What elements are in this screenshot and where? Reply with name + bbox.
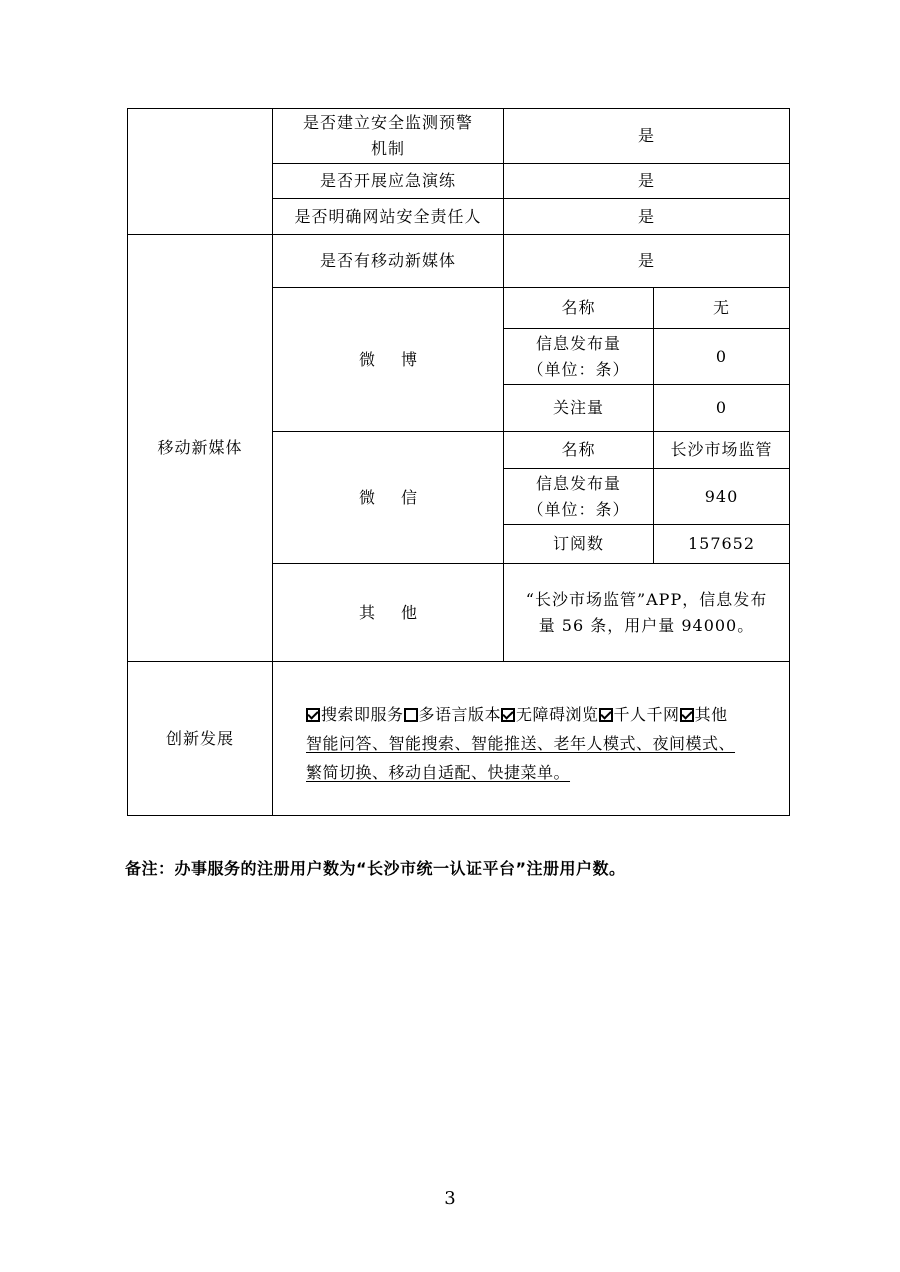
page-number: 3 (444, 1188, 456, 1209)
wechat-subscribers-label: 订阅数 (552, 534, 604, 553)
wechat-posts-label (504, 469, 653, 524)
rule-right (789, 108, 790, 816)
checkbox-checked-icon[interactable] (501, 708, 515, 722)
responsible-label: 是否明确网站安全责任人 (294, 206, 482, 226)
weibo-label (273, 288, 503, 431)
wechat-posts-value: 940 (704, 486, 739, 506)
checkbox-checked-icon[interactable] (680, 708, 694, 722)
wechat-name-label: 名称 (561, 440, 596, 459)
monitoring-label (273, 109, 503, 163)
other-label-char2: 他 (401, 602, 444, 622)
other-label (273, 564, 503, 661)
weibo-followers-value: 0 (715, 398, 728, 417)
other-detail-line2: 量 56 条，用户量 94000。 (538, 615, 755, 635)
weibo-label-char1: 微 (358, 349, 401, 369)
media-section-label: 移动新媒体 (157, 438, 243, 457)
has-media-value: 是 (637, 251, 655, 270)
drill-label: 是否开展应急演练 (319, 171, 456, 190)
wechat-label-char1: 微 (358, 487, 401, 507)
wechat-label-char2: 信 (401, 487, 444, 507)
wechat-posts-label-line2: （单位：条） (527, 499, 630, 519)
has-media-label: 是否有移动新媒体 (319, 251, 456, 270)
other-detail (504, 564, 789, 661)
data-table (127, 108, 790, 816)
weibo-posts-value: 0 (715, 346, 728, 366)
weibo-posts-label-line1: 信息发布量 (535, 333, 621, 353)
wechat-posts-label-line1: 信息发布量 (535, 473, 621, 493)
option-multilingual: 多语言版本 (418, 705, 502, 724)
weibo-posts-label (504, 329, 653, 384)
monitoring-value: 是 (637, 126, 655, 145)
other-detail-line1: “长沙市场监管”APP，信息发布 (525, 589, 768, 609)
footnote: 备注：办事服务的注册用户数为“长沙市统一认证平台”注册用户数。 (125, 859, 626, 878)
other-label-char1: 其 (358, 602, 401, 622)
weibo-name-label: 名称 (561, 298, 596, 317)
weibo-posts-label-line2: （单位：条） (527, 359, 630, 379)
checkbox-checked-icon[interactable] (306, 708, 320, 722)
other-detail-line1: 智能问答、智能搜索、智能推送、老年人模式、夜间模式、 (306, 734, 736, 753)
other-detail-line2: 繁简切换、移动自适配、快捷菜单。 (306, 763, 571, 782)
monitoring-label-line2: 机制 (370, 139, 405, 158)
wechat-label (273, 432, 503, 563)
weibo-name-value: 无 (712, 298, 730, 317)
responsible-value: 是 (637, 206, 655, 226)
option-personalized: 千人千网 (613, 705, 680, 724)
checkbox-unchecked-icon[interactable] (404, 708, 418, 722)
weibo-followers-label: 关注量 (552, 398, 604, 417)
innovation-option-row (306, 700, 786, 729)
rule-bottom (127, 815, 790, 816)
weibo-label-char2: 博 (401, 349, 444, 369)
innovation-section-label: 创新发展 (165, 728, 234, 748)
innovation-options (306, 700, 786, 787)
monitoring-label-line1: 是否建立安全监测预警 (302, 113, 473, 132)
drill-value: 是 (637, 171, 655, 190)
option-search-as-service: 搜索即服务 (321, 705, 404, 724)
wechat-name-value: 长沙市场监管 (670, 440, 773, 459)
option-other: 其他 (694, 705, 728, 724)
checkbox-checked-icon[interactable] (599, 708, 613, 722)
wechat-subscribers-value: 157652 (687, 534, 756, 553)
option-accessibility: 无障碍浏览 (516, 705, 599, 724)
